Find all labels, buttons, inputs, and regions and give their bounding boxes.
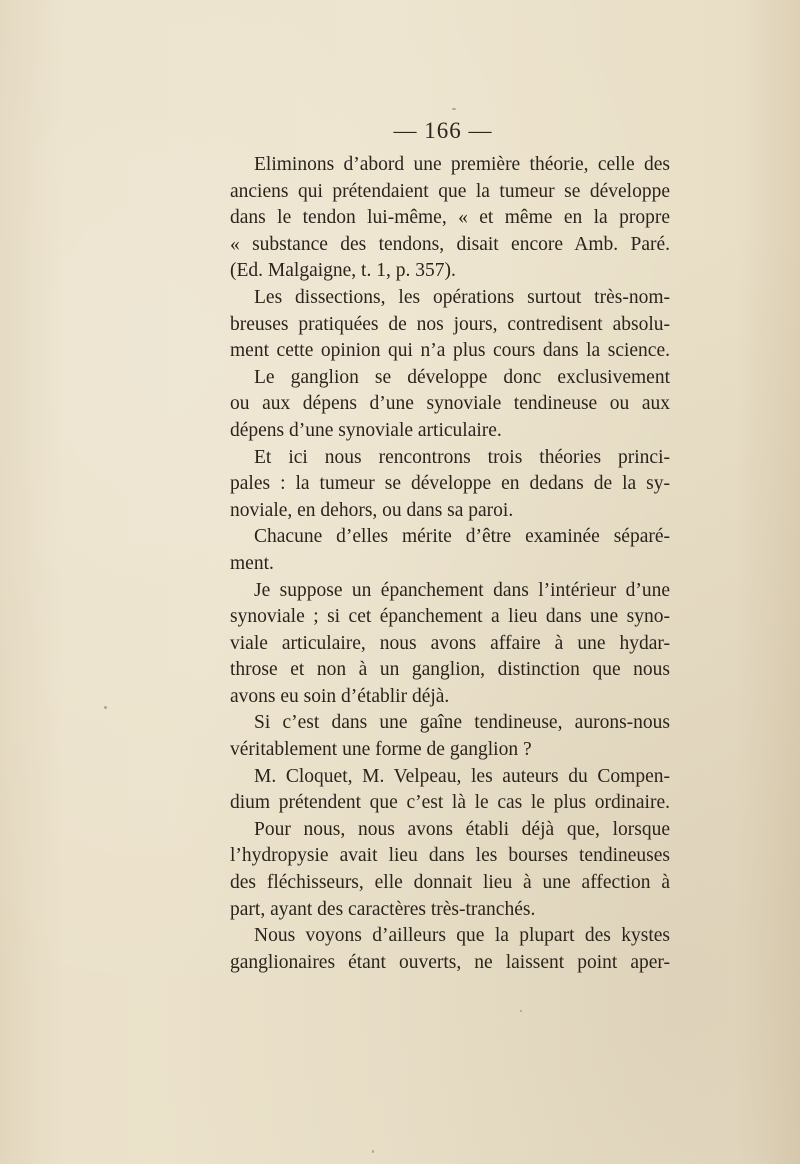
text-line: dans le tendon lui-même, « et même en la propre — [230, 207, 670, 229]
text-line: Si c’est dans une gaîne tendineuse, aurons-nous — [254, 712, 670, 734]
text-line: noviale, en dehors, ou dans sa paroi. — [230, 499, 514, 521]
text-line: (Ed. Malgaigne, t. 1, p. 357). — [230, 260, 456, 282]
text-line: Et ici nous rencontrons trois théories princi- — [254, 446, 670, 468]
text-line: Nous voyons d’ailleurs que la plupart des kystes — [254, 925, 670, 947]
paper-speck — [104, 706, 107, 709]
paper-speck — [452, 108, 456, 110]
text-line: viale articulaire, nous avons affaire à une hydar- — [230, 632, 670, 654]
text-line: part, ayant des caractères très-tranchés. — [230, 898, 536, 920]
text-line: Les dissections, les opérations surtout très-nom- — [254, 286, 670, 308]
text-line: throse et non à un ganglion, distinction que nous — [230, 659, 670, 681]
text-line: ganglionaires étant ouverts, ne laissent point aper- — [230, 951, 670, 973]
text-line: breuses pratiquées de nos jours, contredisent absolu- — [230, 313, 670, 335]
text-line: véritablement une forme de ganglion ? — [230, 739, 532, 761]
text-line: Eliminons d’abord une première théorie, celle des — [254, 154, 670, 175]
text-line: des fléchisseurs, elle donnait lieu à une affection à — [230, 872, 670, 894]
text-line: ment cette opinion qui n’a plus cours dans la science. — [230, 340, 670, 362]
text-line: dépens d’une synoviale articulaire. — [230, 419, 502, 441]
text-line: dium prétendent que c’est là le cas le plus ordinaire. — [230, 792, 670, 814]
text-line: anciens qui prétendaient que la tumeur se développe — [230, 180, 670, 202]
text-line: ment. — [230, 552, 274, 574]
page-number: — 166 — — [393, 118, 493, 143]
text-line: pales : la tumeur se développe en dedans de la sy- — [230, 473, 670, 495]
body-text — [230, 152, 670, 976]
text-line: Le ganglion se développe donc exclusivement — [254, 366, 670, 388]
text-line: l’hydropysie avait lieu dans les bourses tendineuses — [230, 845, 670, 867]
text-line: « substance des tendons, disait encore Amb. Paré. — [230, 233, 670, 255]
text-line: Je suppose un épanchement dans l’intérieur d’une — [254, 579, 670, 601]
paper-speck — [520, 1010, 522, 1012]
text-line: Pour nous, nous avons établi déjà que, lorsque — [254, 818, 670, 840]
text-line: M. Cloquet, M. Velpeau, les auteurs du Compen- — [254, 765, 670, 787]
text-line: avons eu soin d’établir déjà. — [230, 685, 450, 707]
paper-speck — [372, 1150, 374, 1153]
text-line: Chacune d’elles mérite d’être examinée séparé- — [254, 526, 670, 548]
text-line: synoviale ; si cet épanchement a lieu dans une syno- — [230, 606, 670, 628]
text-line: ou aux dépens d’une synoviale tendineuse ou aux — [230, 393, 670, 415]
